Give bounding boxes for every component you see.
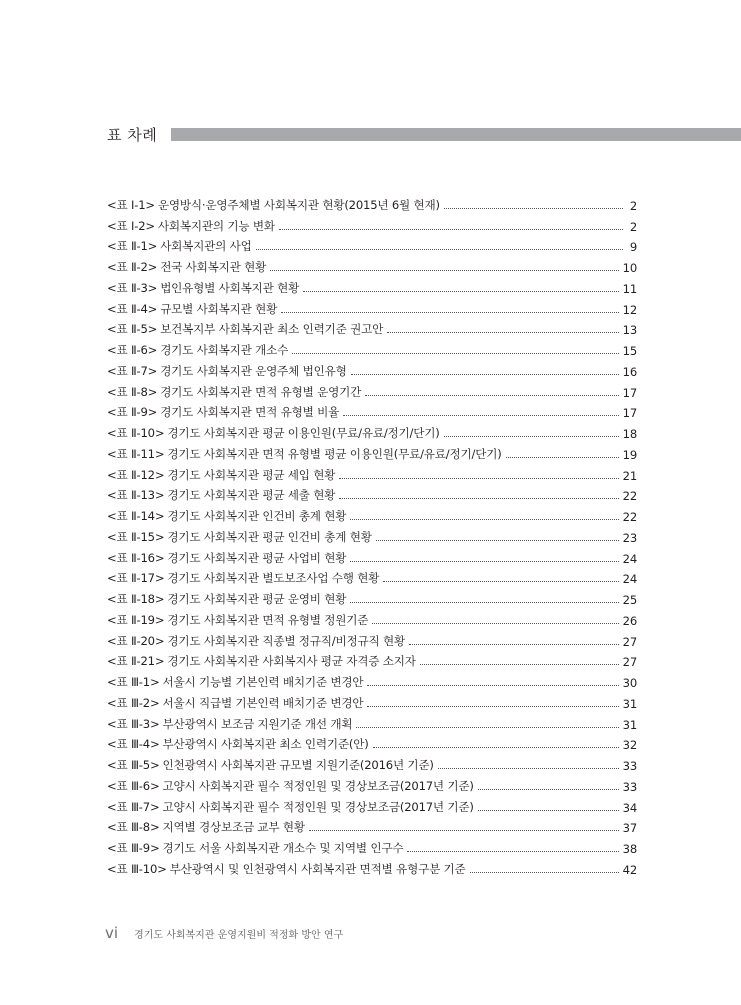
toc-entry[interactable] — [107, 296, 637, 317]
toc-entry-title: 경기도 사회복지관 평균 세출 현황 — [167, 488, 336, 503]
toc-dot-leader — [279, 229, 623, 230]
toc-entry[interactable] — [107, 752, 637, 773]
toc-entry-page: 33 — [622, 759, 637, 773]
toc-entry-page: 11 — [622, 281, 637, 296]
toc-entry-title: 경기도 사회복지관 평균 운영비 현황 — [167, 592, 347, 606]
toc-entry-title: 부산광역시 보조금 지원기준 개선 개획 — [162, 716, 353, 731]
toc-dot-leader — [292, 353, 618, 354]
toc-entry[interactable] — [107, 275, 637, 296]
toc-entry-label: <표 Ⅱ-2> — [107, 260, 158, 274]
toc-entry-label: <표 Ⅲ-10> — [107, 861, 167, 876]
toc-entry-label: <표 Ⅱ-21> — [107, 654, 165, 669]
toc-entry-title: 사회복지관의 기능 변화 — [157, 218, 275, 233]
toc-entry-title: 서울시 기능별 기본인력 배치기준 변경안 — [162, 675, 364, 689]
toc-entry[interactable] — [107, 607, 637, 628]
toc-dot-leader — [270, 270, 618, 271]
toc-entry-label: <표 Ⅰ-2> — [107, 218, 155, 233]
toc-entry-page: 32 — [622, 738, 637, 753]
toc-entry-page: 24 — [622, 551, 637, 566]
toc-entry-label: <표 Ⅱ-8> — [107, 384, 158, 399]
toc-entry-title: 경기도 사회복지관 면적 유형별 평균 이용인원(무료/유료/정기/단기) — [167, 446, 502, 461]
toc-dot-leader — [343, 415, 619, 416]
toc-entry-label: <표 Ⅱ-14> — [107, 509, 165, 523]
toc-entry-label: <표 Ⅰ-1> — [107, 197, 155, 212]
toc-dot-leader — [351, 374, 619, 375]
toc-dot-leader — [478, 789, 619, 790]
footer-page-number: vi — [105, 924, 119, 942]
toc-entry-label: <표 Ⅲ-3> — [107, 716, 160, 731]
toc-entry-title: 경기도 사회복지관 운영주체 법인유형 — [160, 363, 347, 378]
toc-entry[interactable] — [107, 379, 637, 400]
toc-dot-leader — [256, 249, 623, 250]
toc-dot-leader — [470, 872, 619, 873]
toc-entry-title: 경기도 사회복지관 개소수 — [160, 343, 289, 357]
toc-entry-page: 9 — [629, 240, 637, 255]
toc-entry-label: <표 Ⅱ-19> — [107, 612, 165, 627]
toc-entry-label: <표 Ⅱ-4> — [107, 301, 158, 316]
toc-entry[interactable] — [107, 545, 637, 566]
toc-entry-page: 22 — [622, 510, 637, 524]
toc-entry-title: 경기도 서울 사회복지관 개소수 및 지역별 인구수 — [162, 841, 404, 855]
heading-divider-bar — [171, 128, 741, 141]
toc-entry-label: <표 Ⅱ-11> — [107, 446, 165, 461]
toc-entry-page: 38 — [622, 842, 637, 856]
toc-entry[interactable] — [107, 337, 637, 358]
toc-entry-label: <표 Ⅲ-7> — [107, 799, 160, 814]
toc-entry[interactable] — [107, 773, 637, 794]
toc-entry-label: <표 Ⅲ-2> — [107, 695, 160, 710]
toc-entry-title: 법인유형별 사회복지관 현황 — [160, 280, 300, 295]
toc-entry-title: 경기도 사회복지관 평균 인건비 총계 현황 — [167, 529, 372, 544]
toc-entry-page: 16 — [622, 364, 637, 379]
toc-entry-title: 규모별 사회복지관 현황 — [160, 301, 278, 316]
toc-dot-leader — [376, 540, 619, 541]
toc-dot-leader — [367, 685, 618, 686]
toc-entry[interactable] — [107, 400, 637, 421]
toc-entry-page: 10 — [622, 261, 637, 275]
toc-entry[interactable] — [107, 815, 637, 836]
toc-entry-label: <표 Ⅱ-7> — [107, 363, 158, 378]
toc-entry[interactable] — [107, 628, 637, 649]
toc-entry-title: 경기도 사회복지관 평균 이용인원(무료/유료/정기/단기) — [167, 426, 440, 440]
toc-entry-title: 경기도 사회복지관 평균 사업비 현황 — [167, 550, 347, 565]
toc-entry-page: 18 — [622, 427, 637, 441]
toc-entry-page: 21 — [622, 468, 637, 483]
toc-entry-title: 서울시 직급별 기본인력 배치기준 변경안 — [162, 695, 364, 710]
toc-dot-leader — [407, 851, 618, 852]
toc-entry[interactable] — [107, 524, 637, 545]
table-of-contents-list — [107, 192, 637, 877]
toc-entry-label: <표 Ⅱ-3> — [107, 280, 158, 295]
toc-entry[interactable] — [107, 566, 637, 587]
toc-entry-title: 인천광역시 사회복지관 규모별 지원기준(2016년 기준) — [162, 758, 434, 772]
toc-entry-title: 경기도 사회복지관 면적 유형별 정원기준 — [167, 612, 369, 627]
toc-entry-page: 33 — [622, 779, 637, 794]
toc-entry-label: <표 Ⅲ-9> — [107, 841, 160, 855]
toc-dot-leader — [350, 561, 618, 562]
toc-entry-page: 31 — [622, 717, 637, 732]
toc-entry[interactable] — [107, 690, 637, 711]
toc-dot-leader — [309, 830, 619, 831]
toc-entry-page: 15 — [622, 344, 637, 358]
toc-entry-label: <표 Ⅲ-4> — [107, 737, 160, 752]
toc-entry[interactable] — [107, 732, 637, 753]
page-title: 표 차례 — [107, 126, 158, 144]
toc-dot-leader — [387, 332, 619, 333]
toc-entry-label: <표 Ⅱ-18> — [107, 592, 165, 606]
toc-entry[interactable] — [107, 317, 637, 338]
toc-dot-leader — [350, 519, 618, 520]
toc-entry-page: 31 — [622, 696, 637, 711]
toc-entry-page: 17 — [622, 406, 637, 421]
toc-entry-page: 27 — [622, 634, 637, 649]
toc-entry-title: 경기도 사회복지관 직종별 정규직/비정규직 현황 — [167, 633, 405, 648]
toc-dot-leader — [444, 208, 623, 209]
toc-dot-leader — [365, 395, 619, 396]
toc-entry[interactable] — [107, 192, 637, 213]
toc-dot-leader — [444, 436, 619, 437]
toc-entry-label: <표 Ⅱ-1> — [107, 239, 158, 254]
page-footer — [105, 924, 343, 942]
toc-entry-page: 17 — [622, 385, 637, 400]
toc-entry-page: 37 — [622, 821, 637, 836]
toc-entry[interactable] — [107, 254, 637, 275]
toc-entry-label: <표 Ⅲ-6> — [107, 778, 160, 793]
toc-entry[interactable] — [107, 669, 637, 690]
toc-entry-title: 경기도 사회복지관 별도보조사업 수행 현황 — [167, 571, 380, 586]
toc-entry-page: 19 — [622, 447, 637, 462]
toc-dot-leader — [372, 623, 618, 624]
toc-entry[interactable] — [107, 503, 637, 524]
toc-entry-title: 고양시 사회복지관 필수 적정인원 및 경상보조금(2017년 기준) — [162, 799, 474, 814]
toc-dot-leader — [373, 747, 619, 748]
toc-entry[interactable] — [107, 483, 637, 504]
toc-entry-label: <표 Ⅱ-20> — [107, 633, 165, 648]
toc-entry-page: 26 — [622, 613, 637, 628]
toc-entry-label: <표 Ⅱ-9> — [107, 405, 158, 420]
toc-dot-leader — [367, 706, 618, 707]
toc-dot-leader — [478, 810, 619, 811]
toc-entry-label: <표 Ⅱ-13> — [107, 488, 165, 503]
toc-entry-title: 경기도 사회복지관 인건비 총계 현황 — [167, 509, 347, 523]
toc-entry[interactable] — [107, 234, 637, 255]
toc-entry-page: 2 — [629, 219, 637, 234]
toc-entry[interactable] — [107, 835, 637, 856]
toc-entry[interactable] — [107, 649, 637, 670]
toc-entry-label: <표 Ⅱ-12> — [107, 467, 165, 482]
toc-dot-leader — [383, 581, 618, 582]
toc-entry-title: 경기도 사회복지관 면적 유형별 비율 — [160, 405, 340, 420]
toc-entry[interactable] — [107, 856, 637, 877]
toc-entry-page: 27 — [622, 655, 637, 670]
toc-entry[interactable] — [107, 213, 637, 234]
toc-entry-page: 42 — [622, 862, 637, 877]
toc-entry-label: <표 Ⅱ-15> — [107, 529, 165, 544]
toc-entry-page: 2 — [629, 198, 637, 213]
toc-entry-page: 30 — [622, 676, 637, 690]
toc-entry[interactable] — [107, 358, 637, 379]
toc-entry-title: 보건복지부 사회복지관 최소 인력기준 권고안 — [160, 322, 384, 337]
toc-dot-leader — [356, 727, 618, 728]
toc-dot-leader — [281, 312, 618, 313]
toc-entry-page: 13 — [622, 323, 637, 338]
toc-entry-title: 지역별 경상보조금 교부 현황 — [162, 820, 305, 835]
toc-entry-label: <표 Ⅱ-5> — [107, 322, 158, 337]
toc-entry-page: 22 — [622, 489, 637, 504]
toc-entry-title: 사회복지관의 사업 — [160, 239, 252, 254]
toc-entry-title: 경기도 사회복지관 사회복지사 평균 자격증 소지자 — [167, 654, 416, 669]
toc-entry-label: <표 Ⅱ-6> — [107, 343, 158, 357]
toc-entry[interactable] — [107, 441, 637, 462]
toc-entry-page: 12 — [622, 302, 637, 317]
toc-entry-label: <표 Ⅲ-5> — [107, 758, 160, 772]
toc-entry-label: <표 Ⅱ-16> — [107, 550, 165, 565]
toc-dot-leader — [420, 664, 619, 665]
toc-entry[interactable] — [107, 711, 637, 732]
toc-entry-title: 부산광역시 사회복지관 최소 인력기준(안) — [162, 737, 369, 752]
toc-entry-title: 부산광역시 및 인천광역시 사회복지관 면적별 유형구분 기준 — [169, 861, 466, 876]
toc-entry-label: <표 Ⅲ-8> — [107, 820, 160, 835]
toc-entry-title: 경기도 사회복지관 면적 유형별 운영기간 — [160, 384, 362, 399]
toc-entry-title: 고양시 사회복지관 필수 적정인원 및 경상보조금(2017년 기준) — [162, 778, 474, 793]
toc-entry-label: <표 Ⅱ-17> — [107, 571, 165, 586]
toc-entry-page: 23 — [622, 530, 637, 545]
toc-entry-page: 25 — [622, 593, 637, 607]
toc-dot-leader — [409, 644, 619, 645]
toc-dot-leader — [339, 478, 618, 479]
toc-dot-leader — [339, 498, 618, 499]
toc-entry-label: <표 Ⅲ-1> — [107, 675, 160, 689]
toc-entry-label: <표 Ⅱ-10> — [107, 426, 165, 440]
toc-entry[interactable] — [107, 462, 637, 483]
toc-dot-leader — [303, 291, 618, 292]
toc-dot-leader — [506, 457, 619, 458]
toc-entry-page: 34 — [622, 800, 637, 815]
toc-entry[interactable] — [107, 420, 637, 441]
toc-entry-title: 전국 사회복지관 현황 — [160, 260, 267, 274]
toc-entry-title: 경기도 사회복지관 평균 세입 현황 — [167, 467, 336, 482]
toc-entry-title: 운영방식·운영주체별 사회복지관 현황(2015년 6월 현재) — [157, 197, 440, 212]
toc-dot-leader — [438, 768, 619, 769]
toc-dot-leader — [350, 602, 618, 603]
toc-entry-page: 24 — [622, 572, 637, 587]
toc-entry[interactable] — [107, 586, 637, 607]
toc-entry[interactable] — [107, 794, 637, 815]
footer-book-title: 경기도 사회복지관 운영지원비 적정화 방안 연구 — [134, 930, 344, 941]
